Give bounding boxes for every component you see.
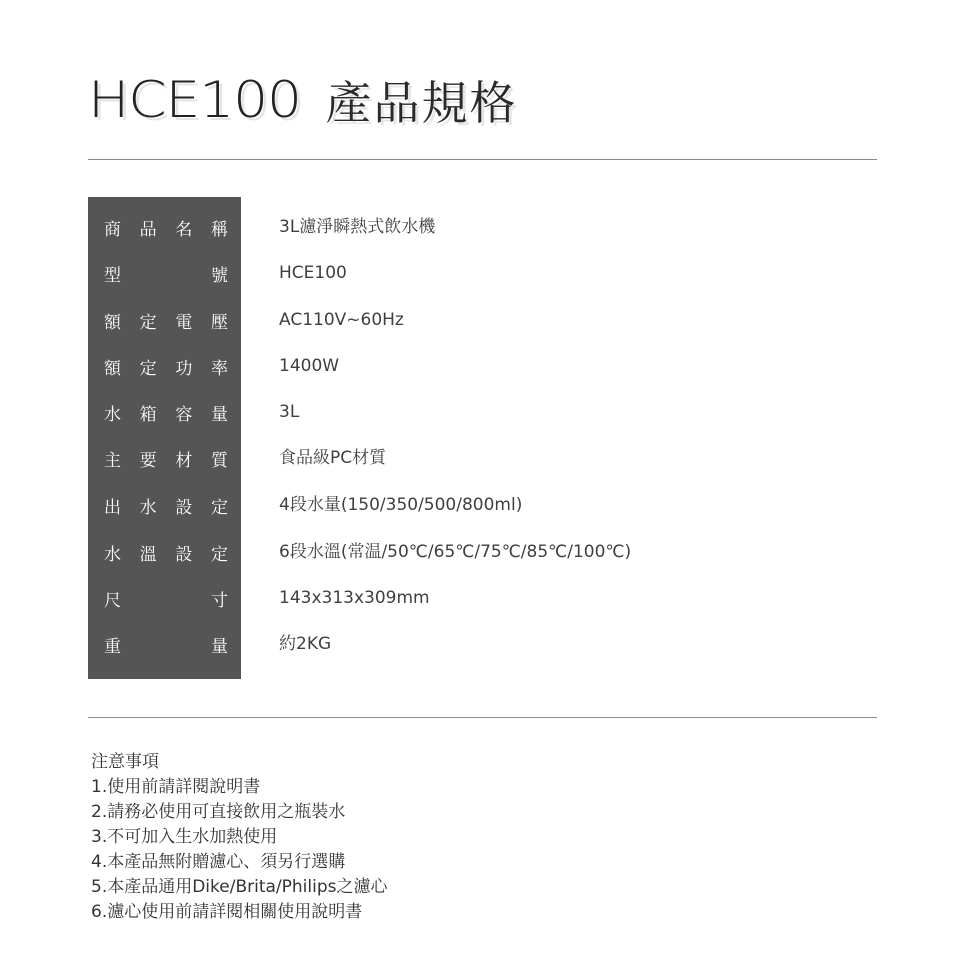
label-char: 額 (104, 358, 121, 379)
spec-row-material (0, 443, 980, 473)
label-char: 設 (175, 544, 193, 565)
label-char: 率 (210, 358, 228, 379)
label-char: 定 (139, 358, 157, 379)
spec-label (104, 258, 228, 288)
label-char: 水 (104, 404, 121, 425)
label-char: 箱 (139, 404, 157, 425)
spec-label (104, 305, 228, 335)
label-char: 量 (211, 636, 228, 657)
spec-value: 1400W (279, 356, 340, 376)
spec-label (104, 583, 228, 613)
label-char: 設 (175, 497, 193, 518)
spec-value: 食品級PC材質 (279, 448, 387, 468)
notes-section (91, 750, 388, 925)
label-char: 質 (210, 450, 228, 471)
label-char: 寸 (211, 590, 228, 611)
label-char: 功 (175, 358, 193, 379)
label-char: 電 (175, 312, 193, 333)
spec-label (104, 397, 228, 427)
label-char: 水 (104, 544, 121, 565)
label-char: 尺 (104, 590, 121, 611)
spec-row-voltage (0, 305, 980, 335)
spec-label (104, 537, 228, 567)
note-item: 2.請務必使用可直接飲用之瓶裝水 (91, 802, 346, 822)
spec-row-water-volume (0, 490, 980, 520)
spec-value: AC110V~60Hz (279, 310, 404, 330)
label-char: 型 (104, 265, 121, 286)
top-divider (88, 159, 877, 160)
spec-value: HCE100 (279, 263, 347, 283)
spec-row-tank-capacity (0, 397, 980, 427)
spec-label (104, 490, 228, 520)
label-char: 水 (139, 497, 157, 518)
spec-value: 3L濾淨瞬熱式飲水機 (279, 217, 436, 237)
spec-row-power (0, 351, 980, 381)
label-char: 容 (175, 404, 193, 425)
note-item: 5.本產品通用Dike/Brita/Philips之濾心 (91, 877, 388, 897)
label-char: 量 (210, 404, 228, 425)
spec-value: 4段水量(150/350/500/800ml) (279, 495, 523, 515)
note-item: 1.使用前請詳閱說明書 (91, 777, 261, 797)
spec-row-model (0, 258, 980, 288)
spec-value: 3L (279, 402, 300, 422)
spec-row-water-temperature (0, 537, 980, 567)
spec-row-product-name (0, 212, 980, 242)
notes-title: 注意事項 (91, 752, 159, 772)
spec-label (104, 443, 228, 473)
spec-row-dimensions (0, 583, 980, 613)
label-char: 商 (104, 219, 121, 240)
label-char: 名 (175, 219, 193, 240)
page-title (88, 68, 518, 132)
label-char: 額 (104, 312, 121, 333)
label-char: 要 (139, 450, 157, 471)
label-char: 材 (175, 450, 193, 471)
label-char: 定 (210, 497, 228, 518)
label-char: 定 (210, 544, 228, 565)
note-item: 3.不可加入生水加熱使用 (91, 827, 278, 847)
model-title: HCE100 (88, 71, 301, 129)
label-char: 定 (139, 312, 157, 333)
label-char: 稱 (210, 219, 228, 240)
spec-label (104, 351, 228, 381)
spec-title: 產品規格 (325, 76, 518, 130)
spec-value: 143x313x309mm (279, 588, 430, 608)
note-item: 6.濾心使用前請詳閱相關使用說明書 (91, 902, 363, 922)
label-char: 壓 (210, 312, 228, 333)
label-char: 溫 (139, 544, 157, 565)
bottom-divider (88, 717, 877, 718)
spec-label (104, 212, 228, 242)
note-item: 4.本產品無附贈濾心、須另行選購 (91, 852, 346, 872)
spec-value: 約2KG (279, 634, 332, 654)
spec-value: 6段水溫(常温/50℃/65℃/75℃/85℃/100℃) (279, 542, 632, 562)
label-char: 號 (211, 265, 228, 286)
label-char: 主 (104, 450, 121, 471)
label-char: 出 (104, 497, 121, 518)
label-char: 品 (139, 219, 157, 240)
label-char: 重 (104, 636, 121, 657)
spec-row-weight (0, 629, 980, 659)
spec-label (104, 629, 228, 659)
